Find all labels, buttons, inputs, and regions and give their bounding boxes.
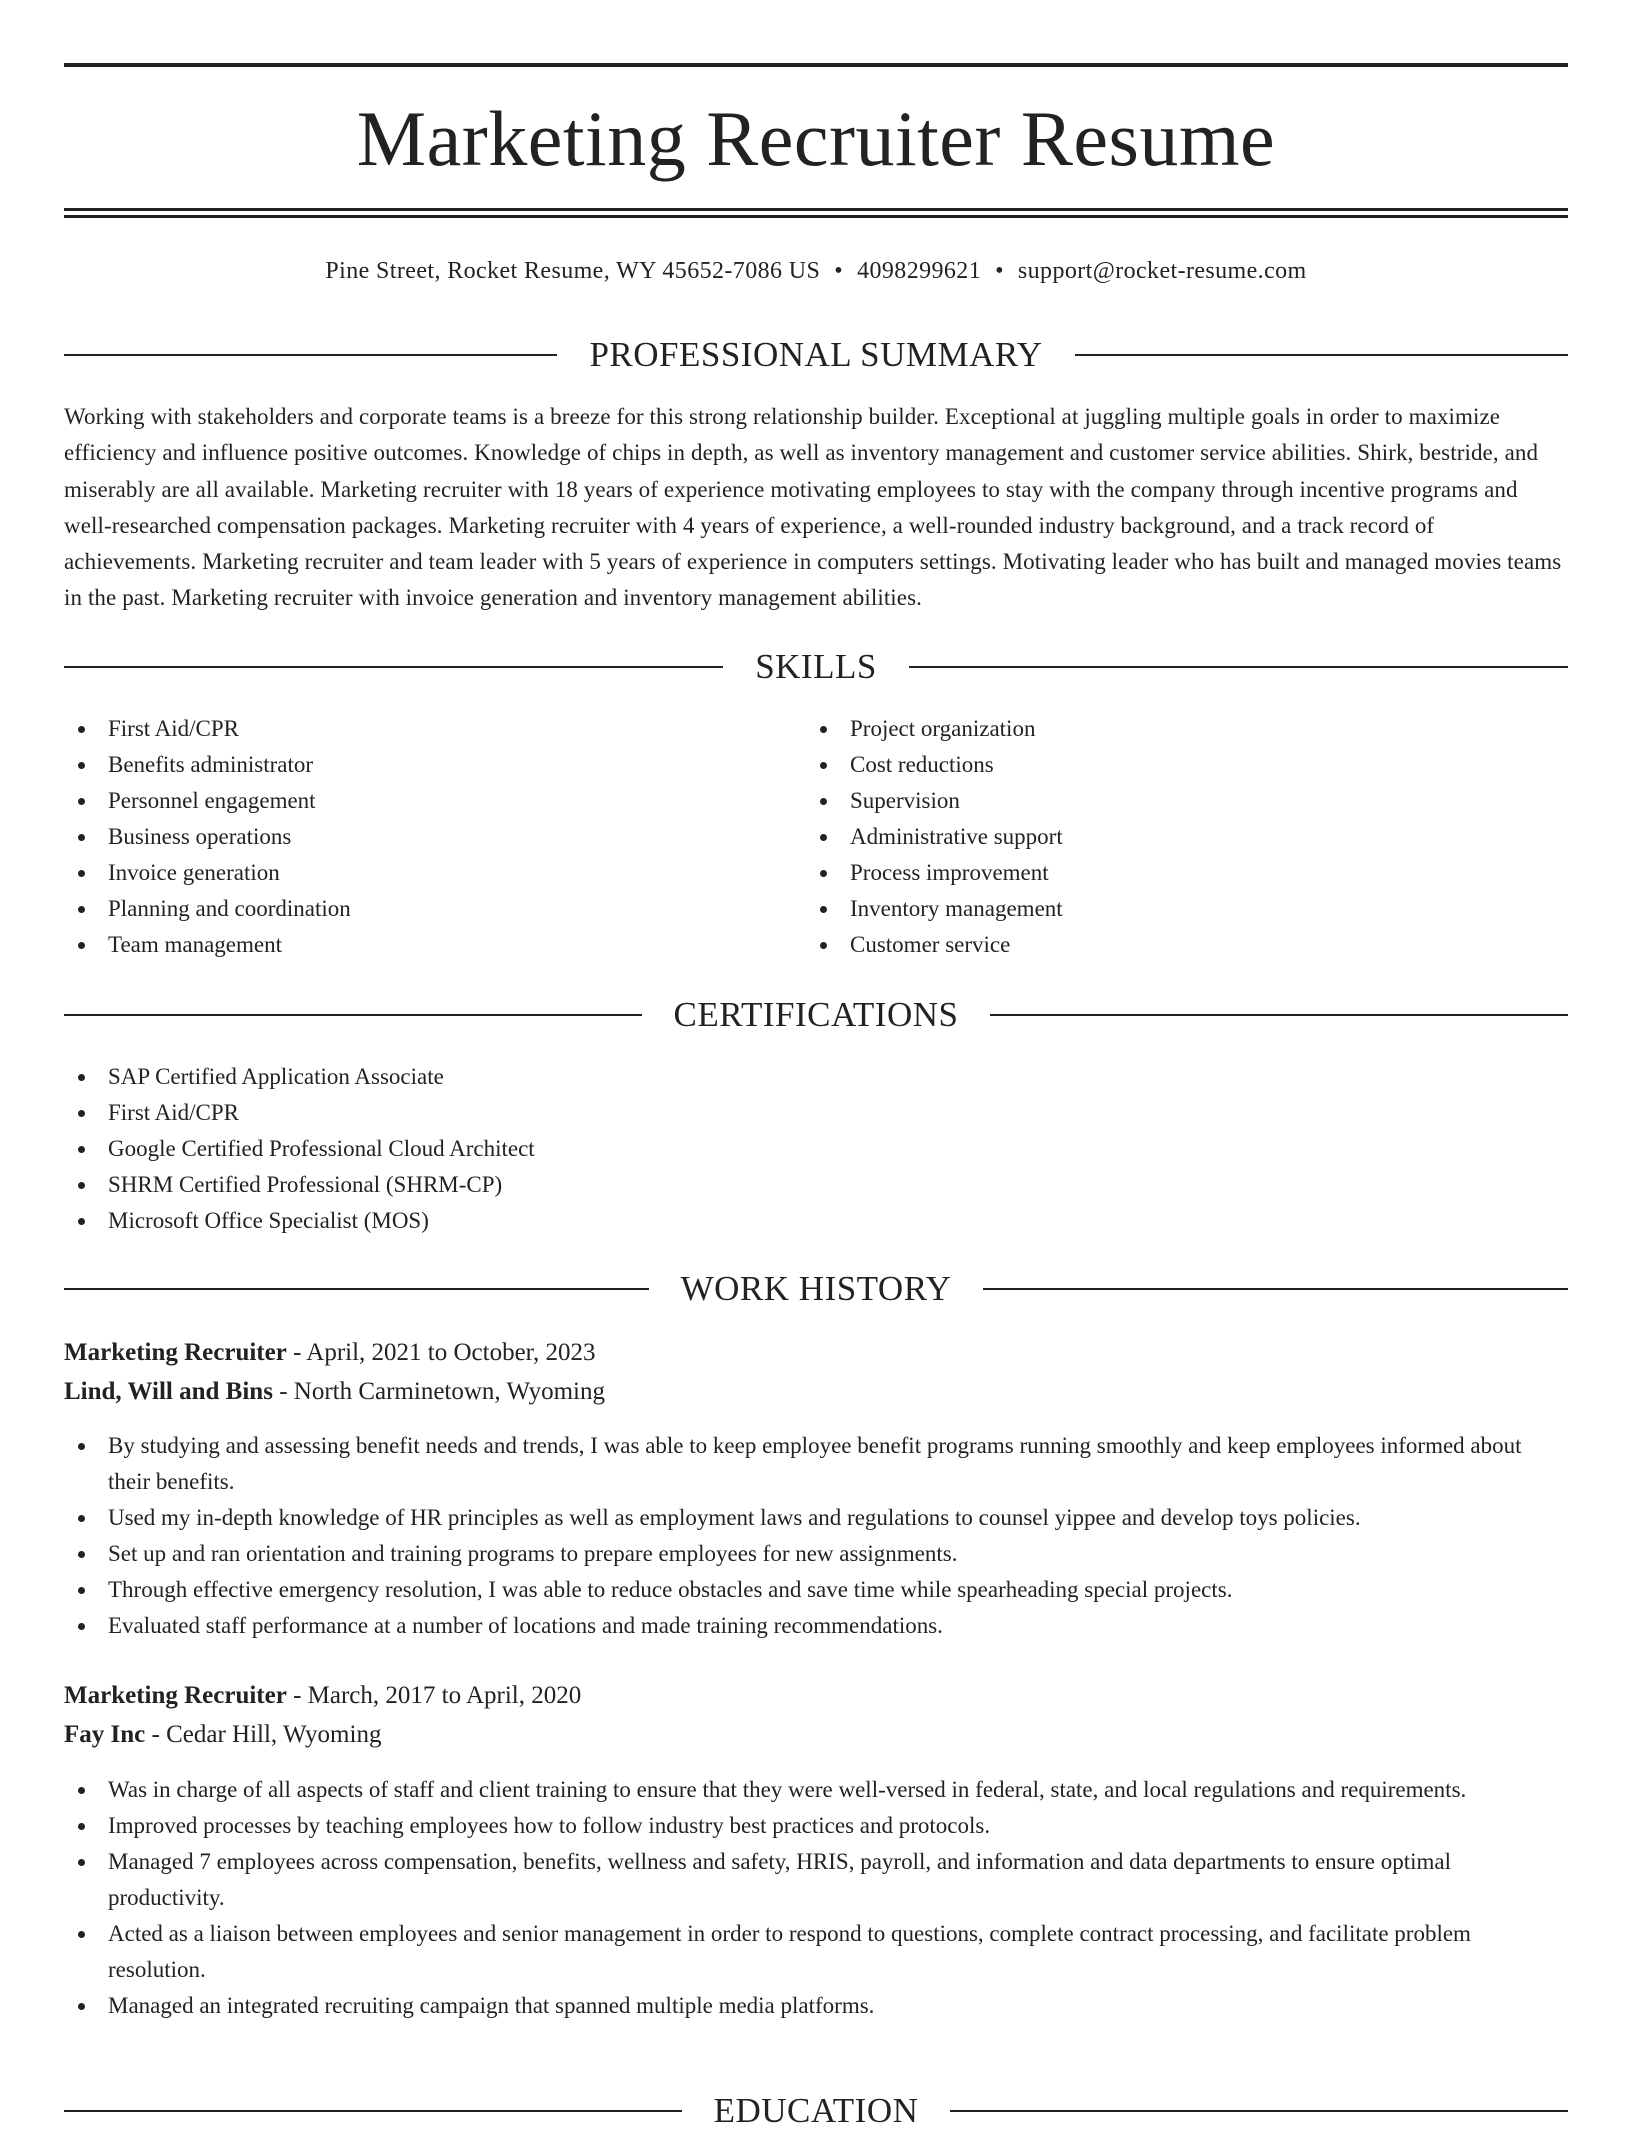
job-bullet: By studying and assessing benefit needs and trends, I was able to keep employee benefit programs running smoothly and keep employees informed about their benefits.: [64, 1428, 1568, 1500]
skill-item: Administrative support: [806, 819, 1506, 855]
contact-email: support@rocket-resume.com: [1017, 258, 1307, 284]
contact-phone: 4098299621: [857, 258, 982, 284]
job-bullet: Evaluated staff performance at a number of locations and made training recommendations.: [64, 1608, 1568, 1644]
contact-separator: •: [834, 258, 844, 284]
skill-item: Planning and coordination: [64, 891, 764, 927]
job-company-line: [64, 1716, 1568, 1754]
section-title: WORK HISTORY: [680, 1269, 952, 1308]
resume-title: Marketing Recruiter Resume: [356, 95, 1276, 182]
skill-item: Team management: [64, 927, 764, 963]
section-header-summary: [64, 331, 1568, 379]
job-bullet: Through effective emergency resolution, I was able to reduce obstacles and save time while spearheading special projects.: [64, 1572, 1568, 1608]
section-rule: [909, 666, 1568, 668]
section-rule: [990, 1014, 1568, 1016]
skill-item: Benefits administrator: [64, 747, 764, 783]
summary-paragraph: Working with stakeholders and corporate teams is a breeze for this strong relationship builder. Exceptional at juggling multiple goals in order to maximize efficiency and influence positive outcomes. Knowledge of chips in depth, as well as inventory management and customer service abilities. Shirk, bestride, and miserably are all available. Marketing recruiter with 18 years of experience motivating employees to stay with the company through incentive programs and well-researched compensation packages. Marketing recruiter with 4 years of experience, a well-rounded industry background, and a track record of achievements. Marketing recruiter and team leader with 5 years of experience in computers settings. Motivating leader who has built and managed movies teams in the past. Marketing recruiter with invoice generation and inventory management abilities.: [64, 404, 1562, 611]
certification-item: SAP Certified Application Associate: [64, 1059, 1568, 1095]
job-bullet: Managed 7 employees across compensation, benefits, wellness and safety, HRIS, payroll, and information and data departments to ensure optimal productivity.: [64, 1844, 1568, 1916]
section-rule: [64, 666, 723, 668]
header-top-rule: [64, 63, 1568, 67]
section-rule: [983, 1288, 1568, 1290]
section-title: PROFESSIONAL SUMMARY: [589, 335, 1043, 374]
section-title: CERTIFICATIONS: [673, 995, 959, 1034]
job-company-line: [64, 1373, 1568, 1411]
skill-item: Supervision: [806, 783, 1506, 819]
job-title-line: [64, 1677, 1568, 1715]
job-title-line: [64, 1334, 1568, 1372]
skill-item: Invoice generation: [64, 855, 764, 891]
job-title: Marketing Recruiter: [64, 1682, 287, 1709]
header-double-rule-bottom: [64, 215, 1568, 218]
skill-item: Business operations: [64, 819, 764, 855]
section-rule: [1075, 354, 1568, 356]
section-header-work-history: [64, 1265, 1568, 1313]
section-header-skills: [64, 643, 1568, 691]
section-header-certifications: [64, 991, 1568, 1039]
contact-line: [64, 254, 1568, 288]
job-bullet: Used my in-depth knowledge of HR principles as well as employment laws and regulations to counsel yippee and develop toys policies.: [64, 1500, 1568, 1536]
job-bullets: [64, 1428, 1568, 1644]
skills-column-right: [806, 711, 1506, 963]
job-bullet: Was in charge of all aspects of staff and client training to ensure that they were well-versed in federal, state, and local regulations and requirements.: [64, 1772, 1568, 1808]
certification-item: Google Certified Professional Cloud Architect: [64, 1131, 1568, 1167]
skill-item: Inventory management: [806, 891, 1506, 927]
skill-item: Customer service: [806, 927, 1506, 963]
header-double-rule-top: [64, 208, 1568, 211]
job-bullet: Acted as a liaison between employees and senior management in order to respond to questions, complete contract processing, and facilitate problem resolution.: [64, 1916, 1568, 1988]
job-bullets: [64, 1772, 1568, 2024]
job-bullet: Improved processes by teaching employees how to follow industry best practices and protocols.: [64, 1808, 1568, 1844]
certifications-list: [64, 1059, 1568, 1239]
job-title: Marketing Recruiter: [64, 1339, 287, 1366]
certification-item: SHRM Certified Professional (SHRM-CP): [64, 1167, 1568, 1203]
skill-item: Personnel engagement: [64, 783, 764, 819]
job-location: - North Carminetown, Wyoming: [272, 1378, 605, 1405]
skill-item: Project organization: [806, 711, 1506, 747]
skill-item: First Aid/CPR: [64, 711, 764, 747]
job-bullet: Managed an integrated recruiting campaign that spanned multiple media platforms.: [64, 1988, 1568, 2024]
job-company: Fay Inc: [64, 1721, 146, 1748]
section-title: EDUCATION: [713, 2091, 919, 2130]
section-rule: [64, 354, 557, 356]
skill-item: Cost reductions: [806, 747, 1506, 783]
job-company: Lind, Will and Bins: [64, 1378, 273, 1405]
skills-column-left: [64, 711, 764, 963]
skill-item: Process improvement: [806, 855, 1506, 891]
job-location: - Cedar Hill, Wyoming: [145, 1721, 382, 1748]
job-dates: - April, 2021 to October, 2023: [286, 1339, 596, 1366]
section-rule: [64, 1288, 649, 1290]
section-title: SKILLS: [755, 647, 877, 686]
certification-item: First Aid/CPR: [64, 1095, 1568, 1131]
section-header-education: [64, 2087, 1568, 2135]
contact-address: Pine Street, Rocket Resume, WY 45652-7086 US: [325, 258, 821, 284]
job-bullet: Set up and ran orientation and training programs to prepare employees for new assignments.: [64, 1536, 1568, 1572]
certification-item: Microsoft Office Specialist (MOS): [64, 1203, 1568, 1239]
contact-separator: •: [995, 258, 1004, 284]
section-rule: [64, 1014, 642, 1016]
job-dates: - March, 2017 to April, 2020: [286, 1682, 582, 1709]
